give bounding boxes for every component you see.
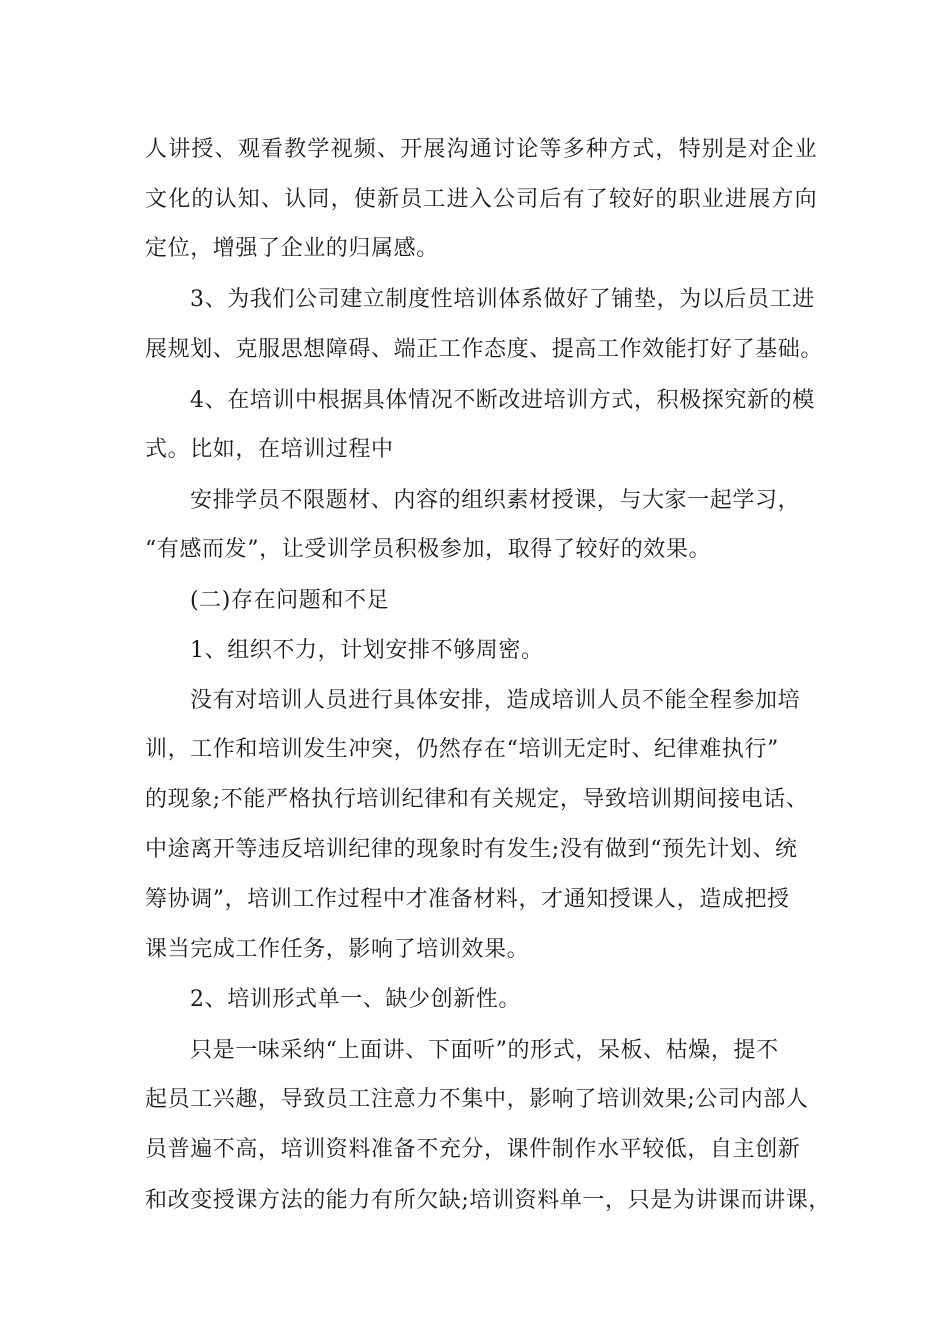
text-line: 没有对培训人员进行具体安排，造成培训人员不能全程参加培 [190, 688, 801, 713]
text-line: 训，工作和培训发生冲突，仍然存在“培训无定时、纪律难执行” [145, 737, 779, 762]
text-line: “有感而发”，让受训学员积极参加，取得了较好的效果。 [145, 537, 712, 562]
text-line: 3、为我们公司建立制度性培训体系做好了铺垫，为以后员工进 [190, 287, 815, 312]
text-line: 和改变授课方法的能力有所欠缺;培训资料单一，只是为讲课而讲课， [145, 1188, 832, 1213]
section-heading: (二)存在问题和不足 [190, 588, 390, 613]
text-line: 定位，增强了企业的归属感。 [145, 236, 439, 261]
text-line: 员普遍不高，培训资料准备不充分，课件制作水平较低，自主创新 [145, 1137, 801, 1162]
text-line: 4、在培训中根据具体情况不断改进培训方式，积极探究新的模 [190, 388, 815, 413]
text-line: 中途离开等违反培训纪律的现象时有发生;没有做到“预先计划、统 [145, 837, 798, 862]
text-line: 式。比如，在培训过程中 [145, 437, 394, 462]
subsection-heading: 2、培训形式单一、缺少创新性。 [190, 987, 521, 1012]
text-line: 的现象;不能严格执行培训纪律和有关规定，导致培训期间接电话、 [145, 787, 809, 812]
text-line: 课当完成工作任务，影响了培训效果。 [145, 937, 530, 962]
text-line: 人讲授、观看教学视频、开展沟通讨论等多种方式，特别是对企业 [145, 137, 818, 162]
text-line: 筹协调”，培训工作过程中才准备材料，才通知授课人，造成把授 [145, 887, 790, 912]
subsection-heading: 1、组织不力，计划安排不够周密。 [190, 638, 544, 663]
text-line: 安排学员不限题材、内容的组织素材授课，与大家一起学习， [190, 488, 801, 513]
text-line: 文化的认知、认同，使新员工进入公司后有了较好的职业进展方向 [145, 187, 818, 212]
text-line: 起员工兴趣，导致员工注意力不集中，影响了培训效果;公司内部人 [145, 1087, 809, 1112]
text-line: 展规划、克服思想障碍、端正工作态度、提高工作效能打好了基础。 [145, 337, 824, 362]
text-line: 只是一味采纳“上面讲、下面听”的形式，呆板、枯燥，提不 [190, 1038, 779, 1063]
